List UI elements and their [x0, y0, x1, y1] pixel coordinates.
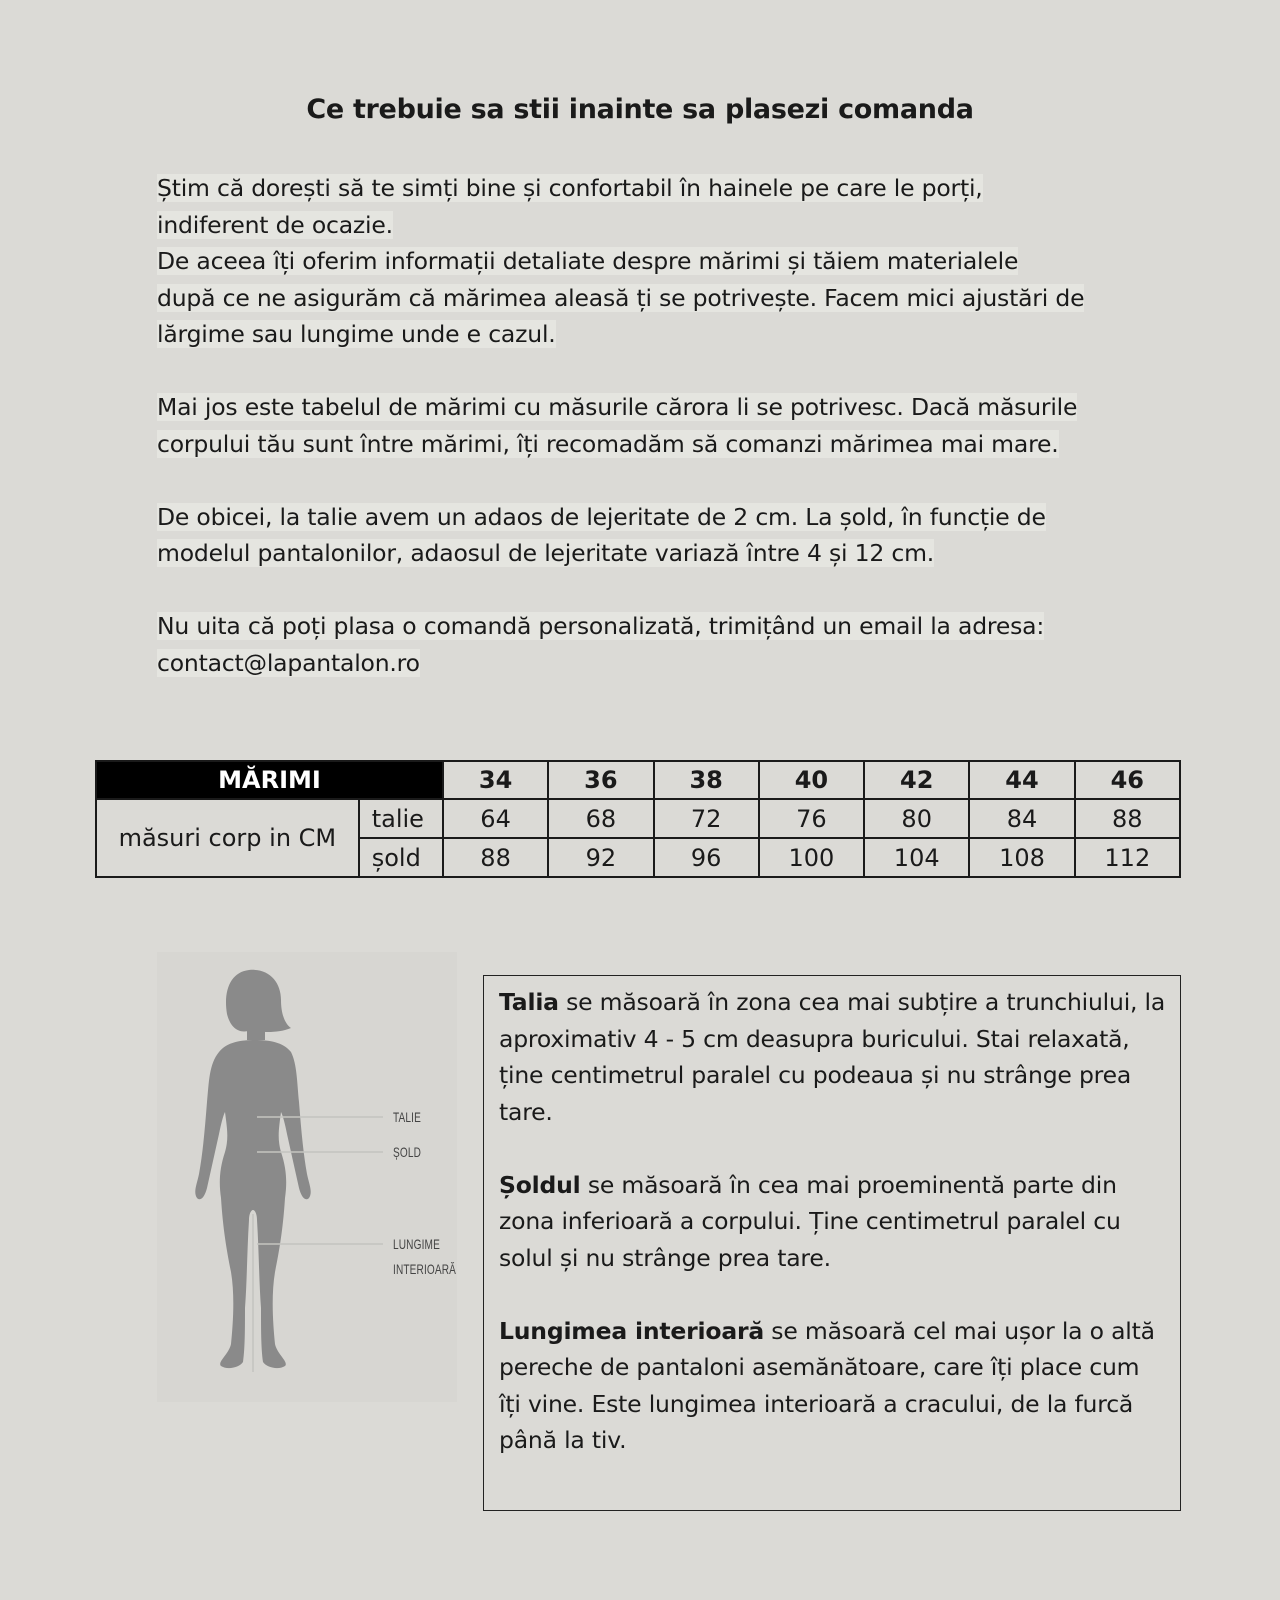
table-cell: 68 — [548, 799, 653, 838]
contact-email: contact@lapantalon.ro — [157, 648, 420, 677]
intro-line: modelul pantalonilor, adaosul de lejeritate variază între 4 și 12 cm. — [157, 539, 935, 567]
row-label-sold: șold — [359, 838, 443, 877]
size-table-header: MĂRIMI — [96, 761, 443, 799]
intro-paragraph-2 — [157, 389, 1137, 462]
intro-text — [157, 170, 1137, 681]
instruction-lungime — [499, 1313, 1166, 1459]
table-cell: 80 — [864, 799, 969, 838]
row-label-talie: talie — [359, 799, 443, 838]
instruction-talia — [499, 984, 1166, 1130]
intro-line: Știm că dorești să te simți bine și confortabil în hainele pe care le porți, — [157, 174, 983, 202]
size-cell: 42 — [864, 761, 969, 799]
intro-line: Nu uita că poți plasa o comandă personalizată, trimițând un email la adresa: — [157, 612, 1045, 640]
size-table — [95, 760, 1181, 878]
measurements-group-label: măsuri corp in CM — [96, 799, 359, 877]
size-cell: 38 — [654, 761, 759, 799]
size-cell: 36 — [548, 761, 653, 799]
instruction-title: Lungimea interioară — [499, 1316, 765, 1345]
size-cell: 44 — [969, 761, 1074, 799]
table-cell: 92 — [548, 838, 653, 877]
intro-paragraph-4 — [157, 608, 1137, 681]
intro-paragraph-1 — [157, 170, 1137, 353]
instruction-text: se măsoară în zona cea mai subțire a trunchiului, la aproximativ 4 - 5 cm deasupra buricului. Stai relaxată, ține centimetrul paralel cu podeaua și nu strânge prea tare. — [499, 988, 1166, 1126]
table-cell: 64 — [443, 799, 548, 838]
instruction-text: se măsoară cel mai ușor la o altă pereche de pantaloni asemănătoare, care îți place cum îți vine. Este lungimea interioară a cracului, de la furcă până la tiv. — [499, 1316, 1155, 1454]
table-cell: 84 — [969, 799, 1074, 838]
intro-line: De aceea îți oferim informații detaliate despre mărimi și tăiem materialele — [157, 247, 1019, 275]
size-cell: 46 — [1075, 761, 1180, 799]
figure-label-talie: TALIE — [393, 1109, 421, 1125]
table-cell: 96 — [654, 838, 759, 877]
intro-line: Mai jos este tabelul de mărimi cu măsurile cărora li se potrivesc. Dacă măsurile — [157, 393, 1078, 421]
instruction-sold — [499, 1167, 1166, 1277]
table-cell: 100 — [759, 838, 864, 877]
table-cell: 88 — [443, 838, 548, 877]
instruction-title: Șoldul — [499, 1170, 581, 1199]
size-cell: 34 — [443, 761, 548, 799]
size-cell: 40 — [759, 761, 864, 799]
intro-line: corpului tău sunt între mărimi, îți recomadăm să comanzi mărimea mai mare. — [157, 429, 1059, 458]
intro-line: lărgime sau lungime unde e cazul. — [157, 320, 556, 348]
body-silhouette-icon — [157, 952, 457, 1402]
intro-line: De obicei, la talie avem un adaos de lejeritate de 2 cm. La șold, în funcție de — [157, 502, 1046, 531]
figure-label-interioara: INTERIOARĂ — [393, 1261, 457, 1277]
measurement-instructions — [483, 975, 1181, 1511]
table-cell: 112 — [1075, 838, 1180, 877]
table-cell: 72 — [654, 799, 759, 838]
table-cell: 108 — [969, 838, 1074, 877]
intro-paragraph-3 — [157, 499, 1137, 572]
figure-label-sold: ȘOLD — [393, 1144, 422, 1160]
table-cell: 76 — [759, 799, 864, 838]
figure-label-lungime: LUNGIME — [393, 1236, 440, 1252]
instruction-text: se măsoară în cea mai proeminentă parte din zona inferioară a corpului. Ține centimetrul paralel cu solul și nu strânge prea tare. — [499, 1170, 1121, 1272]
page-title: Ce trebuie sa stii inainte sa plasezi comanda — [306, 94, 974, 125]
instruction-title: Talia — [499, 988, 559, 1016]
table-cell: 104 — [864, 838, 969, 877]
table-cell: 88 — [1075, 799, 1180, 838]
intro-line: indiferent de ocazie. — [157, 210, 393, 239]
body-measurement-figure — [157, 952, 457, 1402]
intro-line: după ce ne asigurăm că mărimea aleasă ți se potrivește. Facem mici ajustări de — [157, 283, 1085, 312]
